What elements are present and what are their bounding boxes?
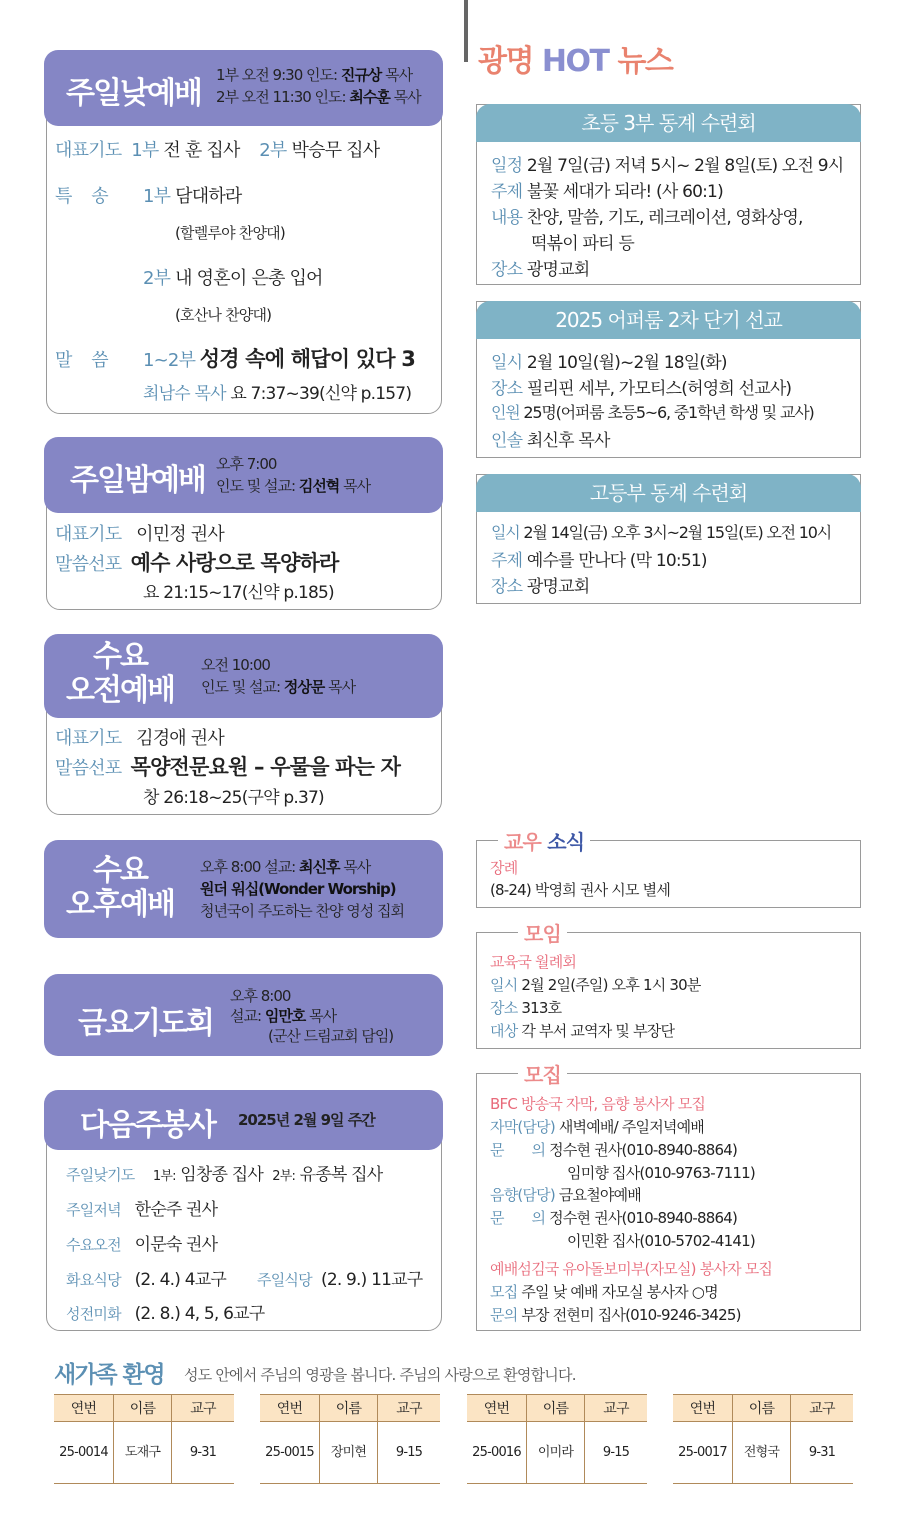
welcome-subtitle: 성도 안에서 주님의 영광을 봅니다. 주님의 사랑으로 환영합니다. xyxy=(184,1366,576,1384)
sunday-day-sermon-title: 1~2부 성경 속에 해답이 있다 3 xyxy=(143,347,416,371)
sunday-night-sermon: 말씀선포 예수 사랑으로 목양하라 xyxy=(55,551,339,575)
next-week-row-4: 화요식당 (2. 4.) 4교구 xyxy=(66,1270,226,1290)
news-section-title: 광명 HOT 뉴스 xyxy=(478,44,673,79)
welcome-title: 새가족 환영 xyxy=(54,1362,165,1388)
sunday-night-info: 오후 7:00 인도 및 설교: 김선혁 목사 xyxy=(216,455,371,495)
top-divider xyxy=(464,0,468,62)
sunday-day-info: 1부 오전 9:30 인도: 진규상 목사 2부 오전 11:30 인도: 최수훈 목사 xyxy=(216,66,421,106)
news1-title: 초등 3부 동계 수련회 xyxy=(476,104,861,142)
wed-morning-info: 오전 10:00 인도 및 설교: 정상문 목사 xyxy=(201,656,356,696)
wed-evening-info: 오후 8:00 설교: 최신후 목사 원더 워십(Wonder Worship) 청년국이 주도하는 찬양 영성 집회 xyxy=(200,858,404,920)
wed-evening-header xyxy=(44,840,443,938)
sunday-night-ref: 요 21:15~17(신약 p.185) xyxy=(143,583,334,603)
news2-row-3: 인원 25명(어퍼룸 초등5~6, 중1학년 학생 및 교사) xyxy=(491,403,814,422)
recruit-a-contact-1: 문 의 정수현 권사(010-8940-8864) xyxy=(490,1141,738,1159)
recruit-b: 음향(담당) 금요철야예배 xyxy=(490,1186,641,1204)
recruit-b-contact-1: 문 의 정수현 권사(010-8940-8864) xyxy=(490,1209,738,1227)
welcome-table-3: 연번 이름 교구 25-0016 이미라 9-15 xyxy=(467,1394,647,1484)
table-row: 25-0016 이미라 9-15 xyxy=(467,1422,647,1484)
table-row: 25-0015 장미현 9-15 xyxy=(260,1422,440,1484)
members-news-category: 장례 xyxy=(490,859,518,877)
sunday-day-prayer: 대표기도 1부 전 훈 집사 2부 박승무 집사 xyxy=(55,140,380,161)
next-week-title: 다음주봉사 xyxy=(80,1108,215,1143)
recruit-b-contact-2: 이민환 집사(010-5702-4141) xyxy=(567,1232,755,1250)
friday-header xyxy=(44,974,443,1056)
sunday-day-header xyxy=(44,50,443,126)
sunday-day-special-1: 1부 담대하라 xyxy=(143,186,242,207)
news1-row-2: 주제 불꽃 세대가 되라! (사 60:1) xyxy=(491,182,723,202)
sunday-day-sermon-label: 말 씀 xyxy=(55,350,108,371)
recruit-a-contact-2: 임미향 집사(010-9763-7111) xyxy=(567,1164,755,1182)
wed-morning-header xyxy=(44,634,443,718)
wed-morning-prayer: 대표기도 김경애 권사 xyxy=(55,728,224,749)
news3-title: 고등부 동계 수련회 xyxy=(476,474,861,512)
recruit-a: 자막(담당) 새벽예배/ 주일저녁예배 xyxy=(490,1118,704,1136)
sunday-day-special-1-group: (할렐루야 찬양대) xyxy=(175,224,285,242)
next-week-date: 2025년 2월 9일 주간 xyxy=(238,1111,375,1129)
recruit-d: 문의 부장 전현미 집사(010-9246-3425) xyxy=(490,1306,741,1324)
recruit-title-2: 예배섬김국 유아돌보미부(자모실) 봉사자 모집 xyxy=(490,1260,773,1278)
sunday-day-special-label: 특 송 xyxy=(55,186,108,207)
next-week-row-2: 주일저녁 한순주 권사 xyxy=(66,1200,218,1220)
wed-morning-ref: 창 26:18~25(구약 p.37) xyxy=(143,788,324,808)
news2-title: 2025 어퍼룸 2차 단기 선교 xyxy=(476,301,861,339)
sunday-night-prayer: 대표기도 이민정 권사 xyxy=(55,524,224,545)
next-week-row-4b: 주일식당 (2. 9.) 11교구 xyxy=(257,1270,423,1290)
sunday-day-title: 주일낮예배 xyxy=(66,76,201,111)
wed-morning-sermon: 말씀선포 목양전문요원 – 우물을 파는 자 xyxy=(55,755,401,779)
next-week-header xyxy=(44,1090,443,1150)
sunday-night-title: 주일밤예배 xyxy=(70,463,205,498)
welcome-table-2: 연번 이름 교구 25-0015 장미현 9-15 xyxy=(260,1394,440,1484)
meeting-row-3: 대상 각 부서 교역자 및 부장단 xyxy=(490,1022,675,1040)
table-row: 25-0014 도재구 9-31 xyxy=(54,1422,234,1484)
wed-evening-title: 수요 오후예배 xyxy=(66,853,174,922)
meeting-title: 교육국 월례회 xyxy=(490,953,577,971)
next-week-row-5: 성전미화 (2. 8.) 4, 5, 6교구 xyxy=(66,1304,265,1324)
meeting-row-1: 일시 2월 2일(주일) 오후 1시 30분 xyxy=(490,976,701,994)
table-row: 25-0017 전형국 9-31 xyxy=(673,1422,853,1484)
meeting-legend: 모임 xyxy=(518,918,567,947)
news1-row-3: 내용 찬양, 말씀, 기도, 레크레이션, 영화상영, xyxy=(491,208,803,228)
friday-title: 금요기도회 xyxy=(78,1006,213,1041)
news2-row-4: 인솔 최신후 목사 xyxy=(491,431,610,451)
next-week-row-3: 수요오전 이문숙 권사 xyxy=(66,1235,218,1255)
news1-row-4: 장소 광명교회 xyxy=(491,260,590,280)
next-week-row-1: 주일낮기도 1부: 임창종 집사 2부: 유종복 집사 xyxy=(66,1165,383,1185)
welcome-table-1: 연번 이름 교구 25-0014 도재구 9-31 xyxy=(54,1394,234,1484)
meeting-row-2: 장소 313호 xyxy=(490,999,562,1017)
sunday-day-special-2-group: (호산나 찬양대) xyxy=(175,306,272,324)
news1-row-1: 일정 2월 7일(금) 저녁 5시~ 2월 8일(토) 오전 9시 xyxy=(491,156,844,176)
recruit-title-1: BFC 방송국 자막, 음향 봉사자 모집 xyxy=(490,1095,706,1113)
members-news-item: (8-24) 박영희 권사 시모 별세 xyxy=(490,881,671,899)
news3-row-1: 일시 2월 14일(금) 오후 3시~2월 15일(토) 오전 10시 xyxy=(491,523,831,542)
news2-row-1: 일시 2월 10일(월)~2월 18일(화) xyxy=(491,353,727,373)
friday-info: 오후 8:00 설교: 임만호 목사 (군산 드림교회 담임) xyxy=(230,987,394,1045)
news1-row-3b: 떡볶이 파티 등 xyxy=(531,234,634,254)
members-news-legend: 교우 소식 xyxy=(498,826,590,855)
sunday-day-sermon-ref: 최남수 목사 요 7:37~39(신약 p.157) xyxy=(143,384,412,404)
recruit-legend: 모집 xyxy=(518,1059,567,1088)
sunday-night-header xyxy=(44,437,443,513)
news3-row-3: 장소 광명교회 xyxy=(491,577,590,597)
welcome-table-4: 연번 이름 교구 25-0017 전형국 9-31 xyxy=(673,1394,853,1484)
news3-row-2: 주제 예수를 만나다 (막 10:51) xyxy=(491,551,707,571)
wed-morning-title: 수요 오전예배 xyxy=(66,639,174,708)
sunday-day-special-2: 2부 내 영혼이 은총 입어 xyxy=(143,268,323,289)
news2-row-2: 장소 필리핀 세부, 가모티스(허영희 선교사) xyxy=(491,379,792,399)
recruit-c: 모집 주일 낮 예배 자모실 봉사자 ○명 xyxy=(490,1283,718,1301)
